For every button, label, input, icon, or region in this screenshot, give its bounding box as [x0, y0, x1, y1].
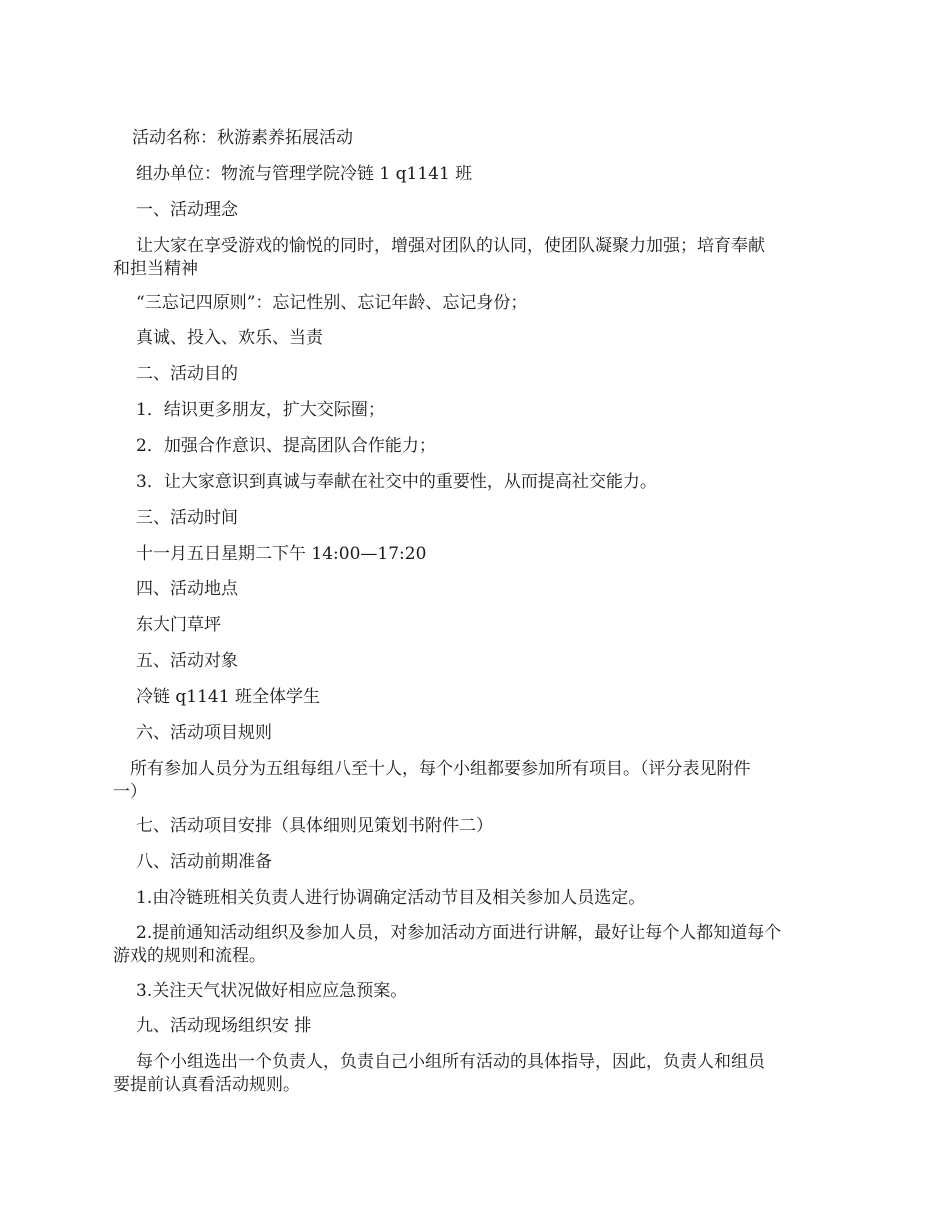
list-item: 1.由冷链班相关负责人进行协调确定活动节目及相关参加人员选定。 [136, 888, 646, 908]
paragraph: 东大门草坪 [136, 615, 221, 635]
section-heading-5: 五、活动对象 [136, 651, 238, 671]
list-item: 3.关注天气状况做好相应应急预案。 [136, 981, 408, 1001]
section-heading-9: 九、活动现场组织安 排 [136, 1016, 312, 1036]
section-heading-7: 七、活动项目安排（具体细则见策划书附件二） [136, 816, 493, 836]
paragraph-line: 要提前认真看活动规则。 [113, 1075, 300, 1095]
paragraph-line: 和担当精神 [113, 259, 198, 279]
paragraph: 十一月五日星期二下午 14:00—17:20 [136, 544, 427, 564]
section-heading-4: 四、活动地点 [136, 579, 238, 599]
paragraph-line: 一） [113, 782, 147, 802]
list-item: 2．加强合作意识、提高团队合作能力； [136, 436, 436, 456]
section-heading-6: 六、活动项目规则 [136, 723, 272, 743]
list-item: 1．结识更多朋友，扩大交际圈； [136, 400, 385, 420]
section-heading-2: 二、活动目的 [136, 364, 238, 384]
activity-name: 活动名称：秋游素养拓展活动 [132, 128, 353, 148]
list-item: 3．让大家意识到真诚与奉献在社交中的重要性，从而提高社交能力。 [136, 472, 657, 492]
paragraph: “三忘记四原则”：忘记性别、忘记年龄、忘记身份； [136, 293, 528, 313]
paragraph-line: 每个小组选出一个负责人，负责自己小组所有活动的具体指导，因此，负责人和组员 [136, 1052, 765, 1072]
paragraph-line: 所有参加人员分为五组每组八至十人，每个小组都要参加所有项目。（评分表见附件 [130, 759, 751, 779]
section-heading-8: 八、活动前期准备 [136, 852, 272, 872]
section-heading-3: 三、活动时间 [136, 508, 238, 528]
paragraph: 冷链 q1141 班全体学生 [136, 687, 320, 707]
paragraph-line: 让大家在享受游戏的愉悦的同时，增强对团队的认同，使团队凝聚力加强；培育奉献 [136, 236, 765, 256]
paragraph-line: 游戏的规则和流程。 [113, 946, 266, 966]
section-heading-1: 一、活动理念 [136, 200, 238, 220]
organizer: 组办单位：物流与管理学院冷链 1 q1141 班 [136, 164, 473, 184]
paragraph-line: 2.提前通知活动组织及参加人员，对参加活动方面进行讲解，最好让每个人都知道每个 [136, 923, 782, 943]
paragraph: 真诚、投入、欢乐、当责 [136, 328, 323, 348]
